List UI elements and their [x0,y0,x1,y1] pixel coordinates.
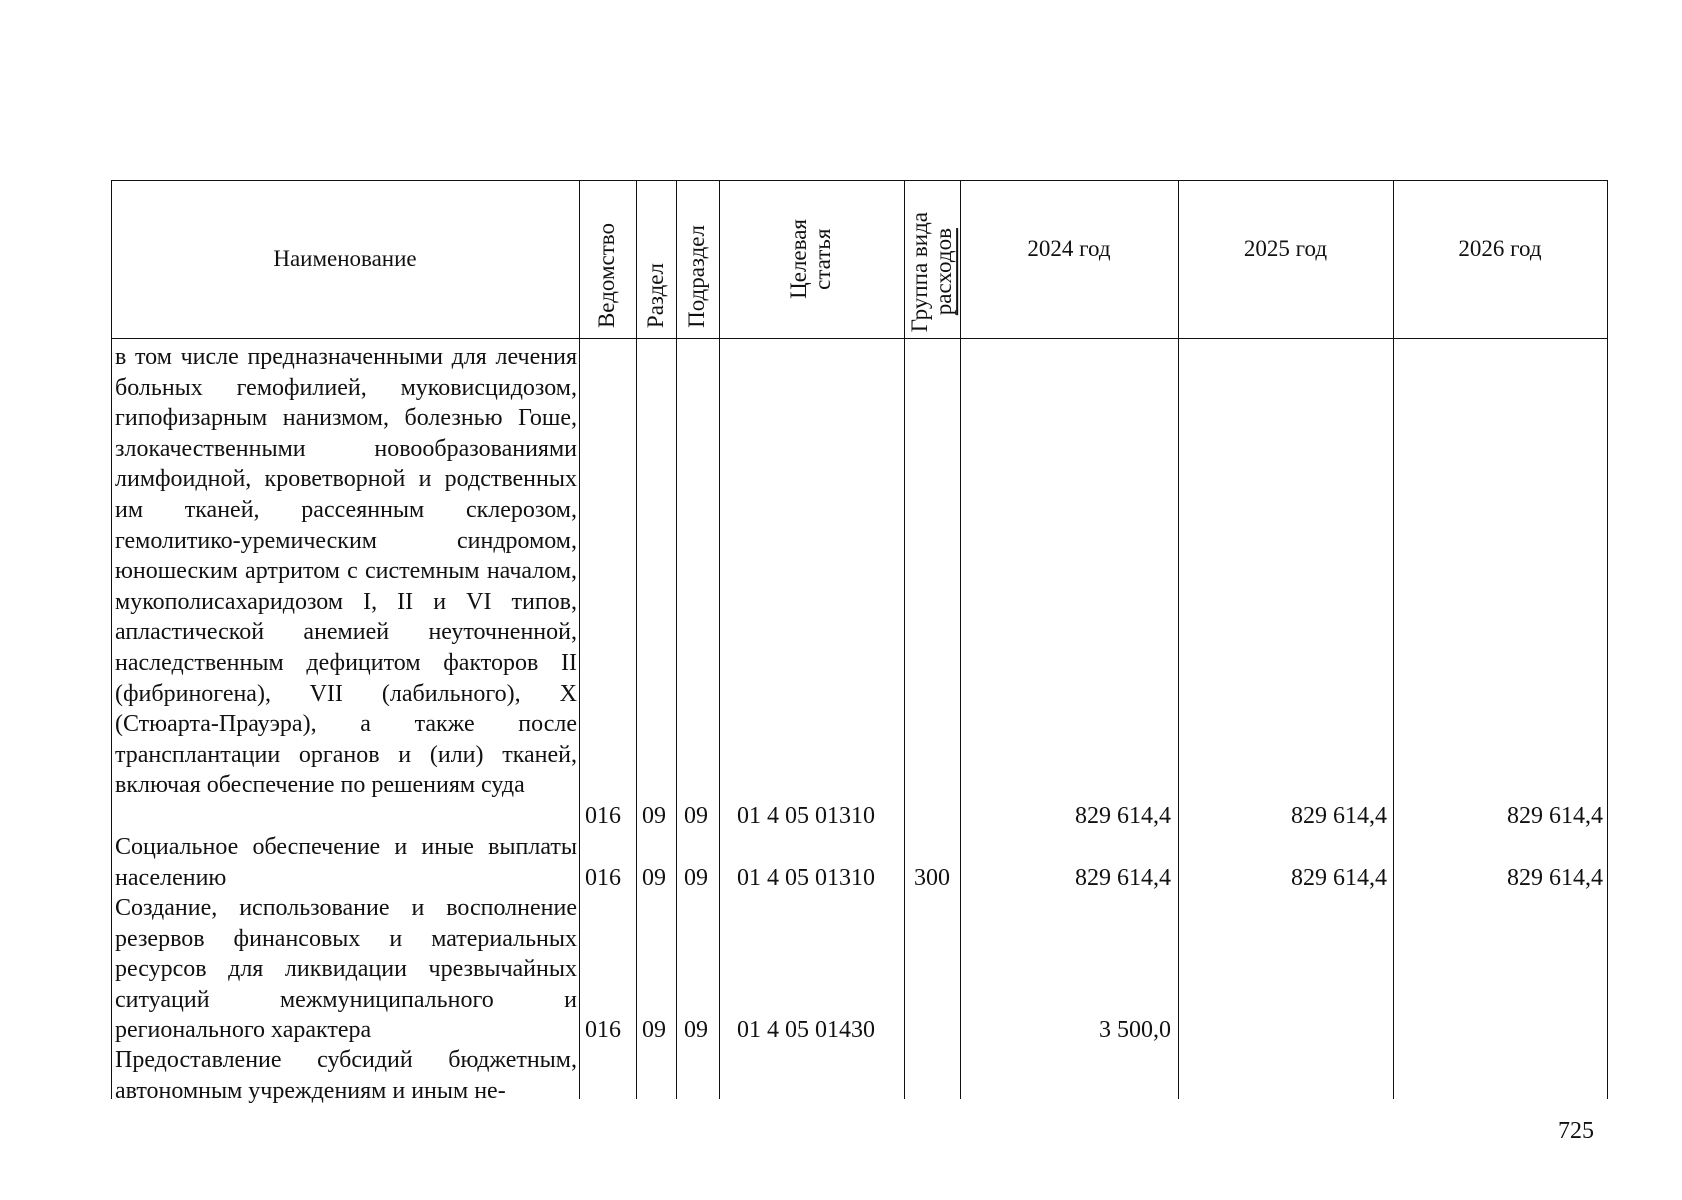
header-2025: 2025 год [1243,236,1328,262]
header-2024: 2024 год [1027,236,1111,262]
col-border-right [1607,180,1608,1099]
row-2-2026: 829 614,4 [1507,865,1603,891]
row-2-section: 09 [642,865,666,891]
header-expense-group: Группа вида расходов [906,211,956,332]
row-2-2025: 829 614,4 [1291,865,1387,891]
row-1-target: 01 4 05 01310 [737,803,875,829]
row-1-name: в том числе предназначенными для лечения больных гемофилией, муковисцидозом, гипофизарным нанизмом, болезнью Гоше, злокачественными новообразованиями лимфоидной, кроветворной и родственных им тканей, рассеянным склерозом, гемолитико-уремическим синдромом, юношеским артритом с системным началом, мукополисахаридозом I, II и VI типов, апластической анемией неуточненной, наследственным дефицитом факторов II (фибриногена), VII (лабильного), X (Стюарта-Прауэра), а также после трансплантации органов и (или) тканей, включая обеспечение по решениям суда [115,344,577,799]
row-2-department: 016 [585,865,621,891]
header-subsection: Подраздел [684,225,710,328]
header-target: Целевая статья [786,219,836,299]
page-number: 725 [1558,1118,1594,1144]
row-1-section: 09 [642,803,666,829]
row-2-name: Социальное обеспечение и иные выплаты населению [115,834,577,891]
header-2026: 2026 год [1458,236,1542,262]
row-2-expense-group: 300 [914,865,950,891]
header-department: Ведомство [594,222,620,328]
row-1-2025: 829 614,4 [1291,803,1387,829]
row-3-section: 09 [642,1017,666,1043]
row-3-name: Создание, использование и восполнение резервов финансовых и материальных ресурсов для ликвидации чрезвычайных ситуаций межмуниципального и регионального характера [115,895,577,1044]
row-2-target: 01 4 05 01310 [737,865,875,891]
row-3-department: 016 [585,1017,621,1043]
row-1-2026: 829 614,4 [1507,803,1603,829]
row-2-subsection: 09 [684,865,708,891]
row-3-subsection: 09 [684,1017,708,1043]
row-1-department: 016 [585,803,621,829]
row-2-2024: 829 614,4 [1075,865,1171,891]
row-1-2024: 829 614,4 [1075,803,1171,829]
budget-table [111,180,1608,1104]
row-1-subsection: 09 [684,803,708,829]
header-name: Наименование [273,246,417,272]
row-4-name: Предоставление субсидий бюджетным, автономным учреждениям и иным не- [115,1047,577,1104]
row-3-target: 01 4 05 01430 [737,1017,875,1043]
row-3-2024: 3 500,0 [1099,1017,1171,1043]
header-section: Раздел [642,262,668,328]
header-bottom-border [111,338,1608,339]
